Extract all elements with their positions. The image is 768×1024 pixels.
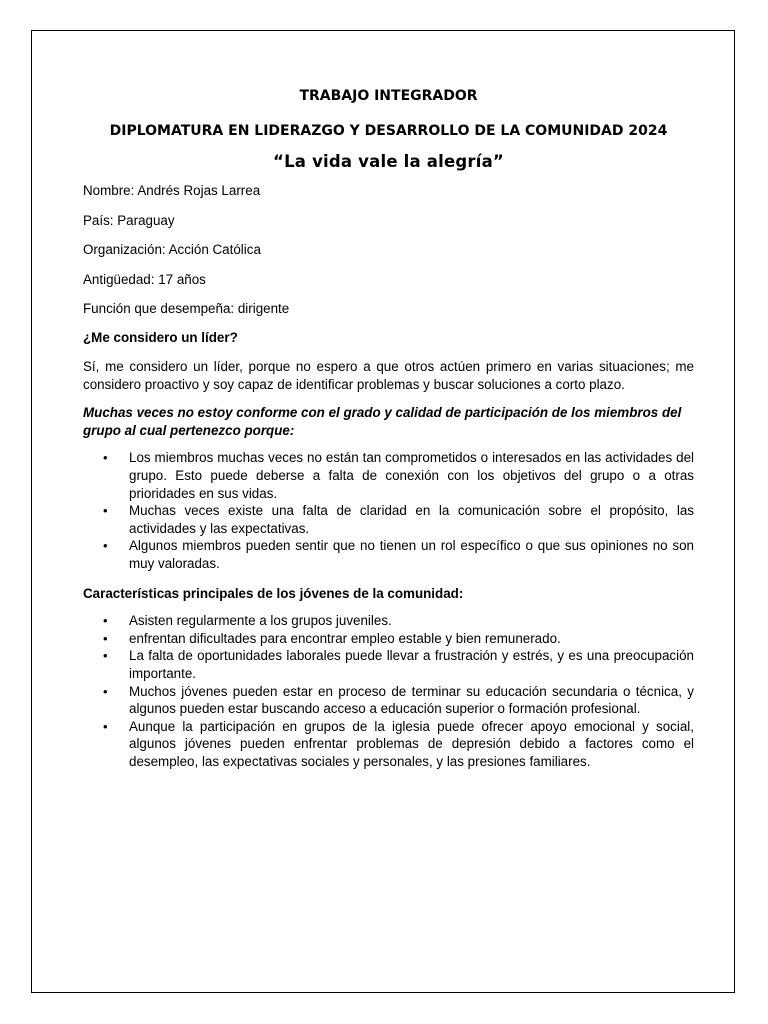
list-item <box>83 449 694 502</box>
list-item-text: La falta de oportunidades laborales puede llevar a frustración y estrés, y es una preocupación importante. <box>129 648 694 681</box>
bullet-icon: • <box>103 683 108 699</box>
field-nombre: Nombre: Andrés Rojas Larrea <box>83 183 261 198</box>
bullet-icon: • <box>103 538 108 554</box>
section2-heading: Muchas veces no estoy conforme con el grado y calidad de participación de los miembros del grupo al cual pertenezco porque: <box>83 405 682 438</box>
section3-list <box>83 612 694 770</box>
field-funcion: Función que desempeña: dirigente <box>83 301 290 316</box>
list-item-text: Algunos miembros pueden sentir que no tienen un rol específico o que sus opiniones no son muy valoradas. <box>129 538 694 571</box>
section3-heading: Características principales de los jóvenes de la comunidad: <box>83 585 464 601</box>
list-item-text: Asisten regularmente a los grupos juveniles. <box>129 613 392 629</box>
bullet-icon: • <box>103 648 108 664</box>
list-item-text: Los miembros muchas veces no están tan comprometidos o interesados en las actividades del grupo. Esto puede deberse a falta de conexión con los objetivos del grupo o a otras prioridades en sus vidas. <box>129 450 694 501</box>
field-antiguedad: Antigüedad: 17 años <box>83 271 206 287</box>
list-item <box>83 683 694 718</box>
field-pais: País: Paraguay <box>83 212 175 228</box>
list-item-text: Muchos jóvenes pueden estar en proceso de terminar su educación secundaria o técnica, y algunos pueden estar buscando acceso a educación superior o formación profesional. <box>129 683 694 717</box>
document-quote: “La vida vale la alegría” <box>273 152 504 171</box>
list-item <box>83 612 694 630</box>
list-item-text: Aunque la participación en grupos de la iglesia puede ofrecer apoyo emocional y social, algunos jóvenes pueden enfrentar problemas de depresión debido a factores como el desempleo, las expectativas sociales y personales, y las presiones familiares. <box>129 718 694 769</box>
list-item-text: enfrentan dificultades para encontrar empleo estable y bien remunerado. <box>129 630 561 646</box>
bullet-icon: • <box>103 613 108 629</box>
document-body <box>83 86 694 770</box>
document-title: TRABAJO INTEGRADOR <box>299 88 478 104</box>
document-subtitle: DIPLOMATURA EN LIDERAZGO Y DESARROLLO DE LA COMUNIDAD 2024 <box>109 123 668 139</box>
bullet-icon: • <box>103 503 108 519</box>
section2-list <box>83 449 694 572</box>
bullet-icon: • <box>103 718 108 734</box>
list-item <box>83 647 694 682</box>
list-item <box>83 502 694 537</box>
bullet-icon: • <box>103 630 108 646</box>
list-item <box>83 630 694 648</box>
section1-question: ¿Me considero un líder? <box>83 330 238 345</box>
field-organizacion: Organización: Acción Católica <box>83 242 261 257</box>
list-item <box>83 718 694 771</box>
list-item <box>83 537 694 572</box>
section1-answer: Sí, me considero un líder, porque no espero a que otros actúen primero en varias situaciones; me considero proactivo y soy capaz de identificar problemas y buscar soluciones a corto plazo. <box>83 359 694 392</box>
bullet-icon: • <box>103 450 108 466</box>
list-item-text: Muchas veces existe una falta de claridad en la comunicación sobre el propósito, las actividades y las expectativas. <box>129 503 694 536</box>
